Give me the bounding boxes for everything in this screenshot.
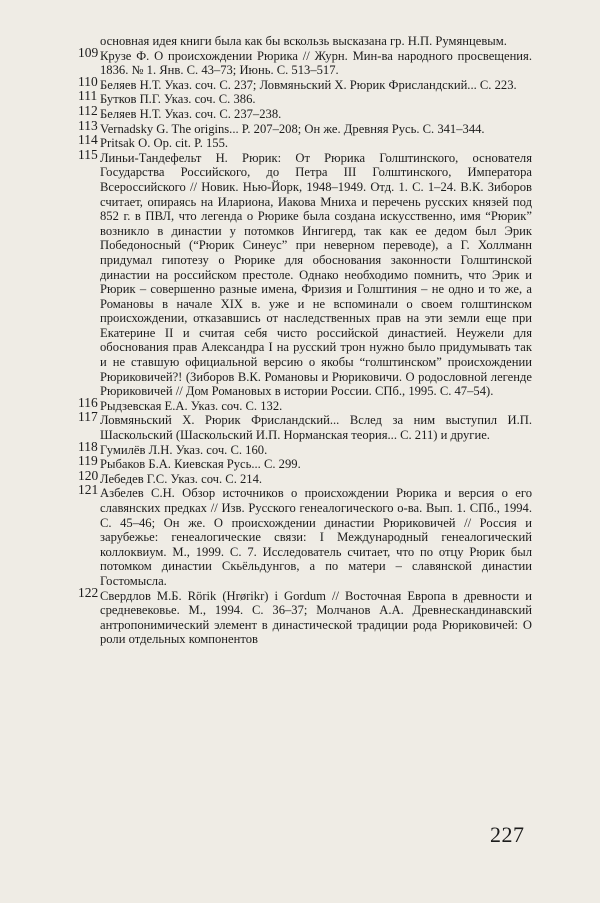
endnote-text: Рыбаков Б.А. Киевская Русь... С. 299. bbox=[100, 457, 301, 472]
endnote-number: 119 bbox=[78, 453, 98, 469]
endnote-112 bbox=[78, 102, 532, 122]
endnote-number: 117 bbox=[78, 409, 98, 425]
endnote-number: 113 bbox=[78, 117, 98, 133]
endnote-number: 115 bbox=[78, 146, 98, 162]
endnote-text: Крузе Ф. О происхождении Рюрика // Журн. Мин-ва народного просвещения. 1836. № 1. Янв. С. 43–73; Июнь. С. 513–517. bbox=[100, 48, 532, 78]
endnote-113 bbox=[78, 117, 532, 137]
endnote-111 bbox=[78, 88, 532, 107]
endnote-120 bbox=[78, 467, 532, 487]
endnote-121 bbox=[78, 482, 532, 588]
endnote-number: 116 bbox=[78, 394, 98, 410]
endnote-text: Свердлов М.Б. Rörik (Hrørikr) i Gordum // Восточная Европа в древности и средневековье. М., 1994. С. 36–37; Молчанов А.А. Древнескандинавский антропонимический элемент в династической традиции рода Рюриковичей: О роли отдельных компонентов bbox=[100, 588, 532, 647]
endnote-text: Линьи-Тандефельт Н. Рюрик: От Рюрика Голштинского, основателя Государства Российского, до Петра III Голштинского, Императора Всероссийского // Новик. Нью-Йорк, 1948–1949. Отд. 1. С. 1–24. В.К. Зиборов считает, опираясь на Илариона, Иакова Мниха и перечень русских князей под 852 г. в ПВЛ, что легенда о Рюрике была создана искусственно, имя “Рюрик” возникло в династии у потомков Ингигерд, так как ее дедом был Эрик Победоносный (“Рюрик Синеус” при неверном переводе), а Г. Холлманн придумал гипотезу о Рюрике для обоснования законности Голштинской династии на российском престоле. Однако необходимо помнить, что Эрик и Рюрик – совершенно разные имена, Фризия и Голштиния – не одно и то же, а Романовы в начале XIX в. уже и не вспоминали о своем голштинском происхождении, отказавшись от наследственных прав на эти земли еще при Екатерине II и считая себя чисто российской династией. Неужели для обоснования прав Александра I на русский трон нужно было придумывать так и не ставшую официальной версию о якобы “голштинском” происхождении Рюриковичей?! (Зиборов В.К. Романовы и Рюриковичи. О родословной легенде Рюриковичей // Дом Романовых в истории России. СПб., 1995. С. 47–54). bbox=[100, 150, 532, 399]
endnote-116 bbox=[78, 394, 532, 414]
endnotes-block bbox=[78, 34, 532, 647]
endnote-number: 109 bbox=[78, 44, 99, 60]
endnote-number: 110 bbox=[78, 73, 98, 89]
endnote-text: Pritsak O. Op. cit. P. 155. bbox=[100, 136, 229, 151]
endnote-118 bbox=[78, 438, 532, 458]
endnote-119 bbox=[78, 453, 532, 472]
endnote-number: 111 bbox=[78, 88, 98, 104]
endnote-text: Лебедев Г.С. Указ. соч. С. 214. bbox=[100, 471, 263, 486]
endnote-110 bbox=[78, 73, 532, 93]
endnote-number: 120 bbox=[78, 467, 99, 483]
endnote-115 bbox=[78, 146, 532, 399]
endnote-109 bbox=[78, 44, 532, 78]
endnote-text: Беляев Н.Т. Указ. соч. С. 237; Ловмяньский Х. Рюрик Фрисландский... С. 223. bbox=[100, 77, 517, 92]
endnote-text: Азбелев С.Н. Обзор источников о происхождении Рюрика и версия о его славянских предках // Изв. Русского генеалогического о-ва. Вып. 1. СПб., 1994. С. 45–46; Он же. О происхождении династии Рюриковичей // Россия и зарубежье: генеалогические связи: I Международный генеалогический коллоквиум. М., 1999. С. 7. Исследователь считает, что по отцу Рюрик был потомком династии Скьёльдунгов, а по матери – славянской династии Гостомысла. bbox=[100, 486, 532, 588]
endnote-122 bbox=[78, 584, 532, 647]
page-number: 227 bbox=[490, 822, 525, 847]
endnote-117 bbox=[78, 409, 532, 443]
endnote-text: Ловмяньский Х. Рюрик Фрисландский... Вслед за ним выступил И.П. Шаскольский (Шаскольский И.П. Норманская теория... С. 211) и другие. bbox=[100, 413, 532, 443]
endnote-number: 112 bbox=[78, 102, 98, 118]
endnote-number: 114 bbox=[78, 132, 98, 148]
endnote-text: Гумилёв Л.Н. Указ. соч. С. 160. bbox=[100, 442, 268, 457]
endnote-number: 122 bbox=[78, 584, 99, 600]
endnote-text: Бутков П.Г. Указ. соч. С. 386. bbox=[100, 92, 256, 107]
endnote-text: Рыдзевская Е.А. Указ. соч. С. 132. bbox=[100, 398, 283, 413]
endnote-number: 118 bbox=[78, 438, 98, 454]
continued-note-text: основная идея книги была как бы вскользь высказана гр. Н.П. Румянцевым. bbox=[100, 34, 507, 48]
endnote-114 bbox=[78, 132, 532, 151]
endnote-text: Vernadsky G. The origins... P. 207–208; Он же. Древняя Русь. С. 341–344. bbox=[100, 121, 485, 136]
endnote-number: 121 bbox=[78, 482, 99, 498]
endnote-text: Беляев Н.Т. Указ. соч. С. 237–238. bbox=[100, 106, 282, 121]
